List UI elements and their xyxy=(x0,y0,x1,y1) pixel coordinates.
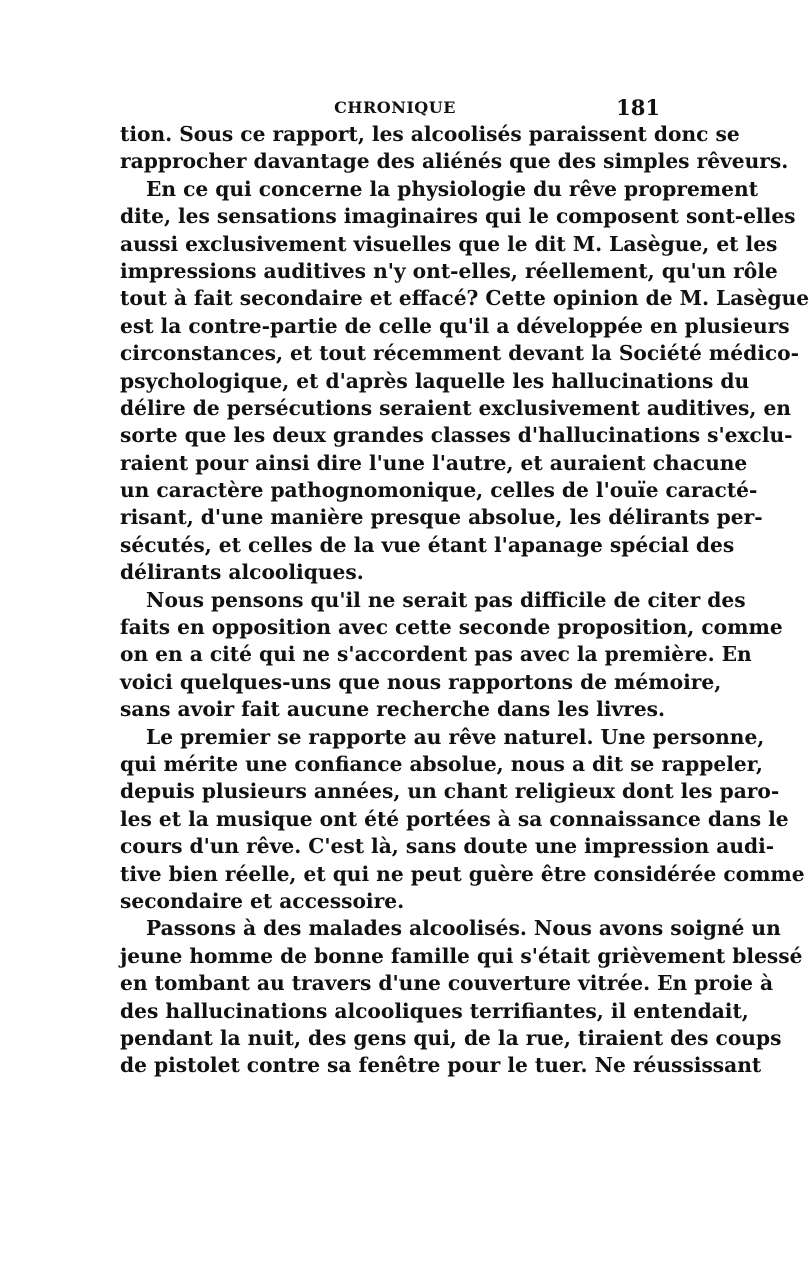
text-line: Nous pensons qu'il ne serait pas difficile de citer des xyxy=(146,587,746,612)
text-line: circonstances, et tout récemment devant la Société médico- xyxy=(120,341,800,366)
text-line: risant, d'une manière presque absolue, les délirants per- xyxy=(120,505,763,530)
text-line: jeune homme de bonne famille qui s'était grièvement blessé xyxy=(120,943,803,968)
text-line: est la contre-partie de celle qu'il a développée en plusieurs xyxy=(120,313,790,338)
text-line: tion. Sous ce rapport, les alcoolisés paraissent donc se xyxy=(120,122,740,146)
text-line: cours d'un rêve. C'est là, sans doute une impression audi- xyxy=(120,834,775,859)
text-line: rapprocher davantage des aliénés que des simples rêveurs. xyxy=(120,149,789,174)
text-line: Le premier se rapporte au rêve naturel. Une personne, xyxy=(146,724,765,749)
text-line: depuis plusieurs années, un chant religieux dont les paro- xyxy=(120,779,780,804)
text-line: dite, les sensations imaginaires qui le composent sont-elles xyxy=(120,204,796,229)
text-line: sans avoir fait aucune recherche dans les livres. xyxy=(120,697,666,722)
text-line: psychologique, et d'après laquelle les hallucinations du xyxy=(120,368,750,393)
text-line: qui mérite une confiance absolue, nous a dit se rappeler, xyxy=(120,751,763,776)
text-line: sécutés, et celles de la vue étant l'apanage spécial des xyxy=(120,532,735,557)
text-line: En ce qui concerne la physiologie du rêve proprement xyxy=(146,176,759,201)
text-line: impressions auditives n'y ont-elles, réellement, qu'un rôle xyxy=(120,258,778,283)
text-line: tive bien réelle, et qui ne peut guère être considérée comme xyxy=(120,861,805,886)
text-line: en tombant au travers d'une couverture vitrée. En proie à xyxy=(120,971,774,996)
running-title: CHRONIQUE xyxy=(334,98,456,117)
text-line: raient pour ainsi dire l'une l'autre, et auraient chacune xyxy=(120,450,748,475)
text-line: voici quelques-uns que nous rapportons de mémoire, xyxy=(120,669,722,694)
body-text xyxy=(120,121,809,1080)
text-line: Passons à des malades alcoolisés. Nous avons soigné un xyxy=(146,916,781,941)
text-line: délirants alcooliques. xyxy=(120,560,364,585)
text-line: secondaire et accessoire. xyxy=(120,888,405,913)
text-line: faits en opposition avec cette seconde proposition, comme xyxy=(120,615,783,640)
text-line: pendant la nuit, des gens qui, de la rue, tiraient des coups xyxy=(120,1025,782,1050)
text-line: sorte que les deux grandes classes d'hallucinations s'exclu- xyxy=(120,423,793,448)
text-line: tout à fait secondaire et effacé? Cette opinion de M. Lasègue xyxy=(120,286,809,311)
text-line: aussi exclusivement visuelles que le dit M. Lasègue, et les xyxy=(120,231,778,256)
text-line: on en a cité qui ne s'accordent pas avec la première. En xyxy=(120,642,752,667)
text-line: des hallucinations alcooliques terrifiantes, il entendait, xyxy=(120,998,749,1023)
text-line: un caractère pathognomonique, celles de l'ouïe caracté- xyxy=(120,478,758,503)
text-line: délire de persécutions seraient exclusivement auditives, en xyxy=(120,395,791,420)
page-number: 181 xyxy=(616,95,660,120)
text-line: de pistolet contre sa fenêtre pour le tuer. Ne réussissant xyxy=(120,1053,762,1078)
text-line: les et la musique ont été portées à sa connaissance dans le xyxy=(120,806,789,831)
